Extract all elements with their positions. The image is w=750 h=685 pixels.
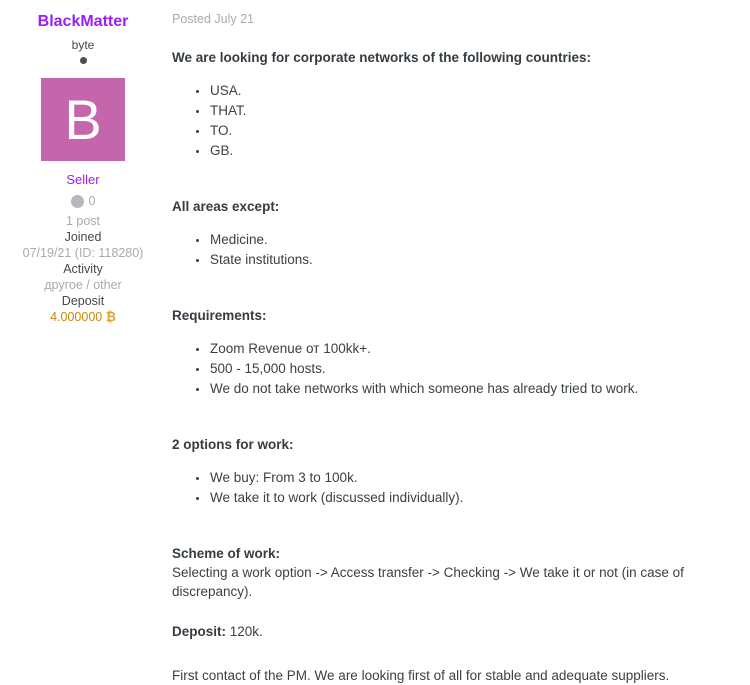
deposit-amount: 4.000000 — [50, 310, 103, 324]
post-section-countries — [172, 50, 722, 161]
post-section-options — [172, 437, 722, 508]
joined-label: Joined — [64, 230, 102, 244]
activity-label: Activity — [63, 262, 103, 276]
author-panel — [0, 0, 166, 648]
closing-text: First contact of the PM. We are looking first of all for stable and adequate suppliers. — [172, 668, 670, 683]
post-deposit-line — [172, 624, 722, 639]
list-item: • We do not take networks with which someone has already tried to work. — [209, 379, 722, 399]
joined-value: 07/19/21 (ID: 118280) — [22, 246, 144, 260]
activity-value: другое / other — [44, 278, 122, 292]
deposit-label: Deposit — [61, 294, 105, 308]
reputation-icon — [71, 195, 84, 208]
posted-date: Posted July 21 — [172, 12, 254, 26]
section-heading: We are looking for corporate networks of the following countries: — [172, 50, 592, 65]
section-heading: Scheme of work: — [172, 546, 281, 561]
author-group-badge: Seller — [66, 172, 100, 187]
section-heading: 2 options for work: — [172, 437, 294, 452]
status-dot-icon — [80, 57, 87, 64]
reputation-count: 0 — [88, 194, 96, 208]
deposit-heading: Deposit: — [172, 624, 226, 639]
bullet-list — [172, 468, 722, 508]
post-content — [166, 0, 750, 683]
list-item: • Medicine. — [209, 230, 722, 250]
bullet-list — [172, 230, 722, 270]
reputation-row — [0, 193, 166, 209]
list-item: • THAT. — [209, 101, 722, 121]
section-heading: Requirements: — [172, 308, 267, 323]
author-username-link[interactable]: BlackMatter — [37, 13, 129, 30]
author-member-title: byte — [71, 38, 95, 52]
list-item: • Zoom Revenue от 100kk+. — [209, 339, 722, 359]
list-item: • We take it to work (discussed individually). — [209, 488, 722, 508]
scheme-text: Selecting a work option -> Access transfer -> Checking -> We take it or not (in case of discrepancy). — [172, 565, 684, 599]
bullet-list — [172, 81, 722, 161]
list-item: • USA. — [209, 81, 722, 101]
deposit-text: 120k. — [226, 624, 263, 639]
bitcoin-icon: ₿ — [105, 310, 116, 324]
post-section-areas-except — [172, 199, 722, 270]
author-post-count: 1 post — [65, 214, 101, 228]
section-heading: All areas except: — [172, 199, 280, 214]
list-item: • 500 - 15,000 hosts. — [209, 359, 722, 379]
list-item: • TO. — [209, 121, 722, 141]
bullet-list — [172, 339, 722, 399]
list-item: • We buy: From 3 to 100k. — [209, 468, 722, 488]
post-section-requirements — [172, 308, 722, 399]
post-section-scheme — [172, 546, 722, 601]
list-item: • State institutions. — [209, 250, 722, 270]
deposit-value — [0, 309, 166, 325]
list-item: • GB. — [209, 141, 722, 161]
author-avatar[interactable]: B — [41, 78, 125, 161]
